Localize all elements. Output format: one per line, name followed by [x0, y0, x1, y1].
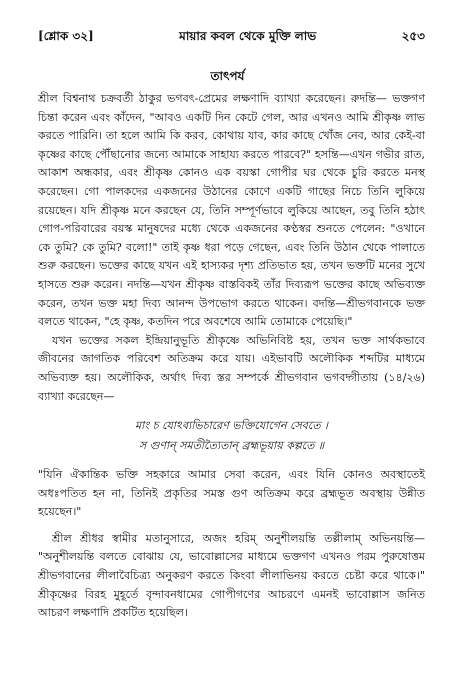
- chapter-title: মায়ার কবল থেকে মুক্তি লাভ: [179, 29, 317, 43]
- paragraph-4: শ্রীল শ্রীধর স্বামীর মতানুসারে, অজং হরিম্ অনুশীলয়ন্তি তল্লীলাম্ অভিনয়ন্তি— "অনুশীলয়ন্তি বলতে বোঝায় যে, ভাবোল্লাসের মাধ্যমে ভক্তগণ এখনও পরম পুরুষোত্তম শ্রীভগবানের লীলাবৈচিত্র্য অনুকরণ করতে কিংবা লীলাভিনয় করতে চেষ্টা করে থাকে।" শ্রীকৃষ্ণের বিরহ মুহূর্তে বৃন্দাবনধামের গোপীগণের আচরণে এমনই ভাবোল্লাস জনিত আচরণ লক্ষণাদি প্রকটিত হয়েছিল।: [38, 531, 425, 620]
- section-title: তাৎপর্য: [210, 69, 245, 83]
- paragraph-2: যখন ভক্তের সকল ইন্দ্রিয়ানুভূতি শ্রীকৃষ্ণে অভিনিবিষ্ট হয়, তখন ভক্ত সার্থকভাবে জীবনের জাগতিক পরিবেশ অতিক্রম করে যায়। এইভাবটি অলৌকিক শব্দটির মাধ্যমে অভিব্যক্ত হয়। অলৌকিক, অর্থাৎ দিব্য স্তর সম্পর্কে শ্রীভগবান ভগবদ্গীতায় (১৪/২৬) ব্যাখ্যা করেছেন—: [38, 333, 425, 403]
- purport-body: [38, 90, 425, 623]
- verse-line-2: স গুণান্ সমতীত্যৈতান্ ব্রহ্মভূয়ায় কল্পতে ॥: [138, 439, 325, 453]
- paragraph-3: "যিনি ঐকান্তিক ভক্তি সহকারে আমার সেবা করেন, এবং যিনি কোনও অবস্থাতেই অধঃপতিত হন না, তিনিই প্রকৃতির সমস্ত গুণ অতিক্রম করে ব্রহ্মভূত অবস্থায় উন্নীত হয়েছেন।": [38, 468, 425, 519]
- verse-reference: [শ্লোক ৩২]: [38, 29, 94, 43]
- verse-line-1: মাং চ যোঽব্যভিচারেণ ভক্তিযোগেন সেবতে ।: [135, 419, 328, 433]
- paragraph-1: শ্রীল বিশ্বনাথ চক্রবর্তী ঠাকুর ভগবৎ-প্রেমের লক্ষণাদি ব্যাখ্যা করেছেন। রুদন্তি— ভক্তগণ চিন্তা করেন এবং কাঁদেন, "আবও একটি দিন কেটে গেল, আর এখনও আমি শ্রীকৃষ্ণ লাভ করতে পারিনি। তা হলে আমি কি করব, কোথায় যাব, কার কাছে খোঁজ নেব, আর কেই-বা কৃষ্ণের কাছে পৌঁছানোর জন্যে আমাকে সাহায্য করতে পারবে?" হসন্তি—এখন গভীর রাত, আকাশ অন্ধকার, এবং শ্রীকৃষ্ণ কোনও এক বয়স্কা গোপীর ঘর থেকে চুরি করতে মনস্থ করেছেন। গো পালকদের একজনের উঠানের কোণে একটি গাছের নিচে তিনি লুকিয়ে রয়েছেন। যদি শ্রীকৃষ্ণ মনে করছেন যে, তিনি সম্পূর্ণভাবে লুকিয়ে আছেন, তবু তিনি হঠাৎ গোপ-পরিবারের বয়স্ক মানুষদের মধ্যে থেকে একজনের কণ্ঠস্বর শুনতে পেলেন: "ওখানে কে তুমি? কে তুমি? বলো!" তাই কৃষ্ণ ধরা পড়ে গেছেন, এবং তিনি উঠান থেকে পালাতে শুরু করছেন। ভক্তের কাছে যখন এই হাস্যকর দৃশ্য প্রতিভাত হয়, তখন ভক্তটি মনের সুখে হাসতে শুরু করেন। নদন্তি—যখন শ্রীকৃষ্ণ বাস্তবিকই তাঁর দিব্যরূপ ভক্তের কাছে অভিব্যক্ত করেন, তখন ভক্ত মহা দিব্য আনন্দ উপভোগ করতে থাকেন। বদন্তি—শ্রীভগবানকে ভক্ত বলতে থাকেন, "হে কৃষ্ণ, কতদিন পরে অবশেষে আমি তোমাকে পেয়েছি।": [38, 92, 425, 329]
- page-number: ২৫৩: [401, 29, 425, 43]
- running-head: [38, 28, 425, 48]
- verse-quote: [38, 416, 425, 456]
